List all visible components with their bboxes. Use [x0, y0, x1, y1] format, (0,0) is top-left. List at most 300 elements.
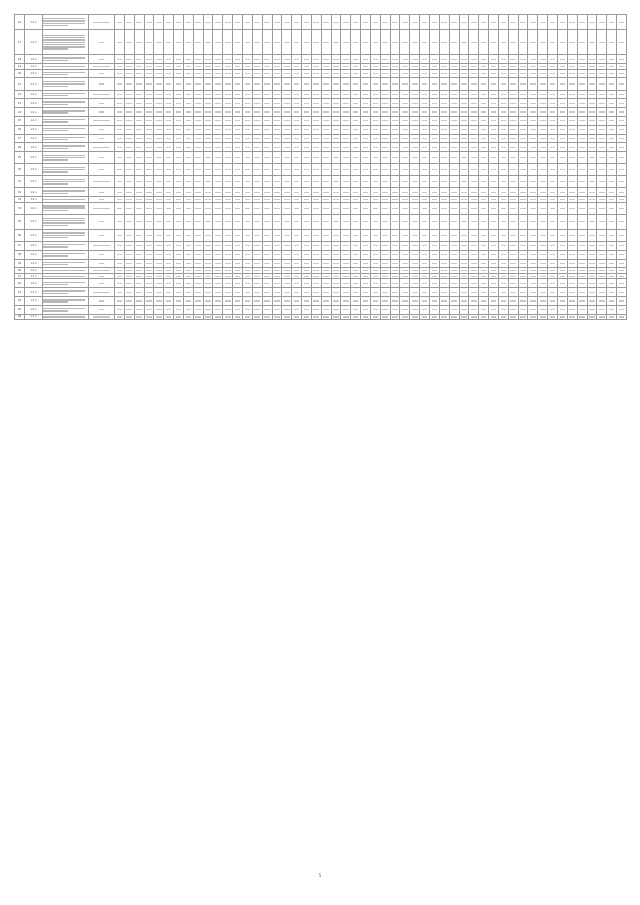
value-cell	[420, 69, 430, 78]
value-cell	[272, 69, 282, 78]
value-cell	[420, 55, 430, 64]
value-cell	[242, 152, 252, 164]
value-cell	[272, 259, 282, 268]
value-cell	[557, 164, 567, 176]
row-description	[43, 241, 89, 250]
value-cell	[528, 314, 538, 320]
value-cell	[242, 241, 252, 250]
value-cell	[262, 314, 272, 320]
value-cell	[567, 279, 577, 288]
row-unit	[89, 164, 115, 176]
row-number: 38	[15, 250, 25, 259]
value-cell	[331, 164, 341, 176]
value-cell	[390, 78, 400, 90]
value-cell	[617, 125, 627, 134]
value-cell	[538, 152, 548, 164]
value-cell	[174, 164, 184, 176]
value-cell	[262, 305, 272, 314]
value-cell	[144, 241, 154, 250]
value-cell	[134, 152, 144, 164]
table-row	[15, 69, 627, 78]
value-cell	[233, 214, 243, 229]
value-cell	[370, 30, 380, 55]
value-cell	[459, 176, 469, 188]
value-cell	[420, 288, 430, 297]
value-cell	[617, 288, 627, 297]
value-cell	[144, 229, 154, 241]
value-cell	[548, 288, 558, 297]
value-cell	[420, 152, 430, 164]
value-cell	[341, 214, 351, 229]
value-cell	[174, 229, 184, 241]
value-cell	[587, 78, 597, 90]
value-cell	[577, 297, 587, 306]
value-cell	[233, 99, 243, 108]
value-cell	[449, 143, 459, 152]
value-cell	[242, 134, 252, 143]
value-cell	[498, 125, 508, 134]
value-cell	[252, 30, 262, 55]
value-cell	[213, 78, 223, 90]
value-cell	[430, 55, 440, 64]
value-cell	[331, 202, 341, 214]
value-cell	[587, 259, 597, 268]
value-cell	[430, 241, 440, 250]
value-cell	[193, 90, 203, 99]
value-cell	[154, 55, 164, 64]
value-cell	[351, 241, 361, 250]
value-cell	[242, 188, 252, 197]
value-cell	[439, 314, 449, 320]
value-cell	[449, 164, 459, 176]
value-cell	[370, 55, 380, 64]
value-cell	[518, 176, 528, 188]
row-number: 45	[15, 305, 25, 314]
value-cell	[567, 297, 577, 306]
value-cell	[331, 30, 341, 55]
value-cell	[174, 55, 184, 64]
value-cell	[557, 125, 567, 134]
value-cell	[341, 176, 351, 188]
row-unit	[89, 15, 115, 30]
value-cell	[242, 108, 252, 117]
value-cell	[115, 125, 125, 134]
value-cell	[183, 108, 193, 117]
value-cell	[439, 305, 449, 314]
value-cell	[489, 314, 499, 320]
value-cell	[430, 143, 440, 152]
value-cell	[272, 125, 282, 134]
value-cell	[420, 202, 430, 214]
value-cell	[557, 314, 567, 320]
table-row	[15, 125, 627, 134]
value-cell	[351, 108, 361, 117]
value-cell	[548, 279, 558, 288]
value-cell	[617, 152, 627, 164]
value-cell	[498, 15, 508, 30]
value-cell	[538, 314, 548, 320]
value-cell	[213, 90, 223, 99]
value-cell	[272, 90, 282, 99]
value-cell	[548, 241, 558, 250]
value-cell	[282, 288, 292, 297]
value-cell	[174, 250, 184, 259]
value-cell	[321, 288, 331, 297]
value-cell	[341, 259, 351, 268]
value-cell	[331, 259, 341, 268]
value-cell	[548, 202, 558, 214]
value-cell	[282, 202, 292, 214]
value-cell	[144, 125, 154, 134]
value-cell	[361, 164, 371, 176]
value-cell	[459, 78, 469, 90]
value-cell	[311, 314, 321, 320]
value-cell	[331, 55, 341, 64]
value-cell	[469, 99, 479, 108]
value-cell	[233, 116, 243, 125]
row-unit	[89, 99, 115, 108]
value-cell	[292, 279, 302, 288]
value-cell	[292, 116, 302, 125]
value-cell	[528, 259, 538, 268]
value-cell	[174, 99, 184, 108]
value-cell	[361, 305, 371, 314]
value-cell	[410, 297, 420, 306]
value-cell	[528, 297, 538, 306]
value-cell	[124, 108, 134, 117]
value-cell	[252, 259, 262, 268]
value-cell	[538, 250, 548, 259]
value-cell	[282, 305, 292, 314]
value-cell	[144, 143, 154, 152]
value-cell	[321, 229, 331, 241]
value-cell	[292, 241, 302, 250]
value-cell	[252, 55, 262, 64]
value-cell	[439, 78, 449, 90]
value-cell	[400, 143, 410, 152]
value-cell	[252, 314, 262, 320]
value-cell	[331, 90, 341, 99]
value-cell	[498, 279, 508, 288]
value-cell	[489, 116, 499, 125]
value-cell	[272, 55, 282, 64]
value-cell	[213, 176, 223, 188]
value-cell	[233, 90, 243, 99]
value-cell	[617, 188, 627, 197]
value-cell	[361, 125, 371, 134]
value-cell	[449, 259, 459, 268]
value-cell	[380, 202, 390, 214]
value-cell	[479, 69, 489, 78]
value-cell	[479, 259, 489, 268]
value-cell	[557, 78, 567, 90]
value-cell	[302, 250, 312, 259]
value-cell	[183, 202, 193, 214]
value-cell	[361, 241, 371, 250]
value-cell	[292, 164, 302, 176]
value-cell	[223, 279, 233, 288]
row-number: 21	[15, 78, 25, 90]
value-cell	[262, 241, 272, 250]
value-cell	[548, 259, 558, 268]
value-cell	[557, 279, 567, 288]
value-cell	[351, 188, 361, 197]
value-cell	[420, 134, 430, 143]
value-cell	[498, 90, 508, 99]
value-cell	[213, 55, 223, 64]
value-cell	[587, 305, 597, 314]
value-cell	[154, 143, 164, 152]
row-number: 16	[15, 15, 25, 30]
value-cell	[233, 279, 243, 288]
value-cell	[203, 288, 213, 297]
value-cell	[439, 15, 449, 30]
value-cell	[538, 125, 548, 134]
value-cell	[124, 188, 134, 197]
value-cell	[577, 108, 587, 117]
value-cell	[538, 297, 548, 306]
value-cell	[321, 55, 331, 64]
value-cell	[124, 202, 134, 214]
value-cell	[577, 99, 587, 108]
value-cell	[577, 241, 587, 250]
value-cell	[617, 134, 627, 143]
value-cell	[351, 15, 361, 30]
value-cell	[164, 259, 174, 268]
value-cell	[183, 134, 193, 143]
value-cell	[538, 176, 548, 188]
value-cell	[617, 202, 627, 214]
value-cell	[410, 259, 420, 268]
value-cell	[341, 108, 351, 117]
value-cell	[410, 125, 420, 134]
value-cell	[489, 279, 499, 288]
value-cell	[400, 90, 410, 99]
value-cell	[292, 250, 302, 259]
value-cell	[282, 214, 292, 229]
value-cell	[430, 305, 440, 314]
value-cell	[213, 314, 223, 320]
value-cell	[115, 134, 125, 143]
value-cell	[390, 164, 400, 176]
value-cell	[469, 250, 479, 259]
value-cell	[302, 69, 312, 78]
value-cell	[420, 143, 430, 152]
value-cell	[331, 69, 341, 78]
value-cell	[115, 288, 125, 297]
value-cell	[577, 229, 587, 241]
value-cell	[538, 90, 548, 99]
value-cell	[262, 116, 272, 125]
value-cell	[331, 176, 341, 188]
value-cell	[567, 152, 577, 164]
value-cell	[134, 15, 144, 30]
value-cell	[282, 297, 292, 306]
value-cell	[203, 214, 213, 229]
value-cell	[154, 69, 164, 78]
value-cell	[321, 99, 331, 108]
value-cell	[292, 176, 302, 188]
value-cell	[567, 125, 577, 134]
value-cell	[449, 202, 459, 214]
value-cell	[518, 152, 528, 164]
row-code: 1.2.1	[25, 143, 43, 152]
value-cell	[548, 229, 558, 241]
value-cell	[459, 55, 469, 64]
value-cell	[174, 176, 184, 188]
value-cell	[183, 164, 193, 176]
value-cell	[203, 116, 213, 125]
row-unit	[89, 90, 115, 99]
value-cell	[439, 202, 449, 214]
value-cell	[390, 116, 400, 125]
value-cell	[203, 305, 213, 314]
row-description	[43, 108, 89, 117]
value-cell	[134, 99, 144, 108]
value-cell	[508, 164, 518, 176]
value-cell	[577, 288, 587, 297]
value-cell	[351, 30, 361, 55]
value-cell	[115, 176, 125, 188]
value-cell	[390, 279, 400, 288]
value-cell	[331, 116, 341, 125]
value-cell	[292, 78, 302, 90]
value-cell	[489, 259, 499, 268]
value-cell	[557, 69, 567, 78]
value-cell	[242, 288, 252, 297]
value-cell	[331, 305, 341, 314]
value-cell	[361, 279, 371, 288]
value-cell	[489, 164, 499, 176]
value-cell	[607, 108, 617, 117]
value-cell	[498, 152, 508, 164]
value-cell	[489, 152, 499, 164]
value-cell	[370, 69, 380, 78]
value-cell	[361, 143, 371, 152]
value-cell	[272, 288, 282, 297]
value-cell	[557, 116, 567, 125]
value-cell	[233, 297, 243, 306]
value-cell	[242, 116, 252, 125]
value-cell	[252, 250, 262, 259]
value-cell	[321, 188, 331, 197]
value-cell	[321, 15, 331, 30]
value-cell	[508, 134, 518, 143]
value-cell	[607, 202, 617, 214]
value-cell	[282, 164, 292, 176]
value-cell	[420, 30, 430, 55]
value-cell	[341, 69, 351, 78]
value-cell	[508, 152, 518, 164]
row-number: 27	[15, 134, 25, 143]
value-cell	[459, 229, 469, 241]
value-cell	[193, 259, 203, 268]
value-cell	[420, 279, 430, 288]
value-cell	[331, 134, 341, 143]
value-cell	[331, 314, 341, 320]
value-cell	[587, 241, 597, 250]
value-cell	[469, 202, 479, 214]
value-cell	[183, 116, 193, 125]
value-cell	[183, 279, 193, 288]
value-cell	[587, 108, 597, 117]
value-cell	[213, 116, 223, 125]
value-cell	[164, 314, 174, 320]
value-cell	[430, 30, 440, 55]
value-cell	[617, 116, 627, 125]
value-cell	[134, 297, 144, 306]
value-cell	[233, 202, 243, 214]
value-cell	[213, 15, 223, 30]
value-cell	[242, 125, 252, 134]
value-cell	[144, 55, 154, 64]
value-cell	[144, 164, 154, 176]
value-cell	[508, 30, 518, 55]
value-cell	[587, 214, 597, 229]
value-cell	[430, 176, 440, 188]
value-cell	[469, 134, 479, 143]
value-cell	[213, 152, 223, 164]
value-cell	[124, 288, 134, 297]
value-cell	[410, 214, 420, 229]
value-cell	[607, 152, 617, 164]
value-cell	[617, 69, 627, 78]
value-cell	[302, 143, 312, 152]
value-cell	[223, 108, 233, 117]
row-unit	[89, 188, 115, 197]
value-cell	[115, 279, 125, 288]
value-cell	[292, 202, 302, 214]
value-cell	[459, 152, 469, 164]
value-cell	[252, 78, 262, 90]
value-cell	[449, 55, 459, 64]
value-cell	[154, 188, 164, 197]
value-cell	[341, 134, 351, 143]
value-cell	[223, 116, 233, 125]
value-cell	[361, 69, 371, 78]
value-cell	[154, 297, 164, 306]
value-cell	[567, 30, 577, 55]
value-cell	[528, 250, 538, 259]
value-cell	[587, 116, 597, 125]
value-cell	[489, 78, 499, 90]
value-cell	[223, 69, 233, 78]
table-row	[15, 30, 627, 55]
value-cell	[154, 134, 164, 143]
value-cell	[115, 55, 125, 64]
value-cell	[252, 99, 262, 108]
value-cell	[380, 164, 390, 176]
value-cell	[144, 90, 154, 99]
value-cell	[518, 116, 528, 125]
value-cell	[252, 241, 262, 250]
value-cell	[193, 99, 203, 108]
value-cell	[193, 229, 203, 241]
value-cell	[193, 134, 203, 143]
value-cell	[341, 116, 351, 125]
value-cell	[134, 55, 144, 64]
value-cell	[567, 229, 577, 241]
row-number: 42	[15, 279, 25, 288]
value-cell	[302, 30, 312, 55]
value-cell	[341, 188, 351, 197]
value-cell	[203, 30, 213, 55]
value-cell	[223, 288, 233, 297]
value-cell	[262, 202, 272, 214]
value-cell	[144, 134, 154, 143]
value-cell	[577, 134, 587, 143]
value-cell	[390, 202, 400, 214]
